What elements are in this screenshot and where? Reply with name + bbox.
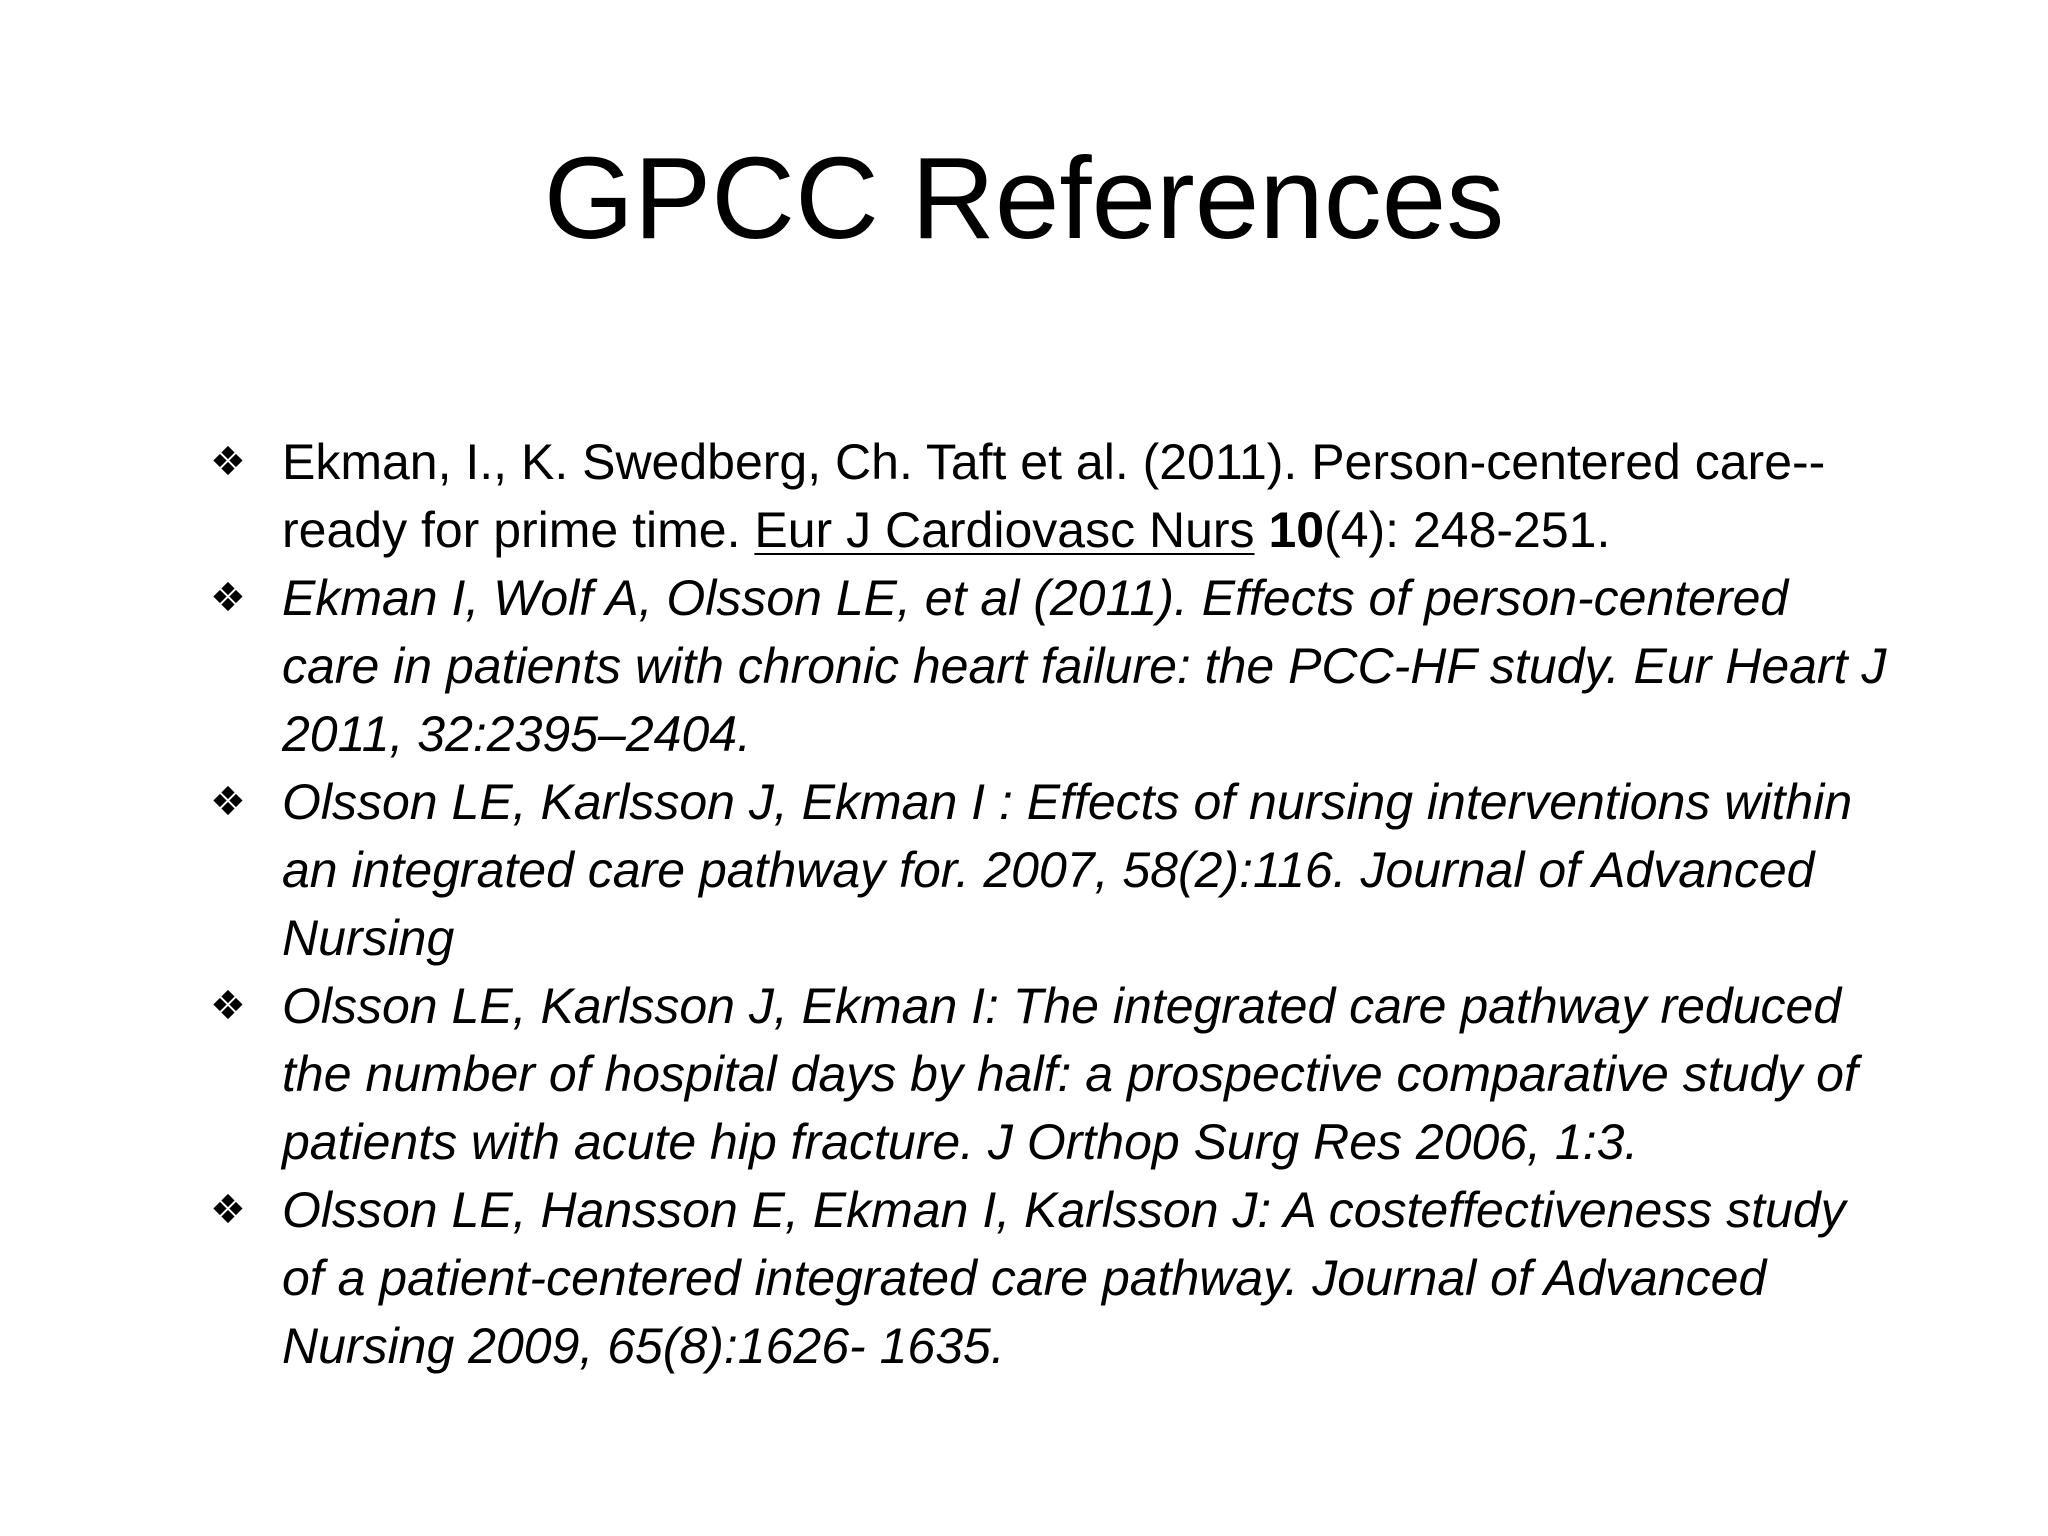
four-diamond-bullet-icon: ❖ — [210, 575, 246, 621]
four-diamond-bullet-icon: ❖ — [210, 779, 246, 825]
reference-1-space — [1255, 502, 1269, 558]
slide-title: GPCC References — [543, 133, 1505, 263]
reference-item-3 — [210, 768, 1890, 972]
reference-1-pages: (4): 248-251. — [1324, 502, 1611, 558]
reference-5-text: Olsson LE, Hansson E, Ekman I, Karlsson J: A costeffectiveness study of a patient-centered integrated care pathway. Journal of Advanced Nursing 2009, 65(8):1626- 1635. — [282, 1182, 1846, 1374]
four-diamond-bullet-icon: ❖ — [210, 1187, 246, 1233]
reference-3-text: Olsson LE, Karlsson J, Ekman I : Effects of nursing interventions within an integrated care pathway for. 2007, 58(2):116. Journal of Advanced Nursing — [282, 774, 1853, 966]
reference-4-text: Olsson LE, Karlsson J, Ekman I: The integrated care pathway reduced the number of hospital days by half: a prospective comparative study of patients with acute hip fracture. J Orthop Surg Res 2006, 1:3. — [282, 978, 1858, 1170]
reference-1-volume: 10 — [1268, 502, 1325, 558]
reference-item-1 — [210, 428, 1890, 564]
reference-item-4 — [210, 972, 1890, 1176]
reference-item-2 — [210, 564, 1890, 768]
reference-2-text: Ekman I, Wolf A, Olsson LE, et al (2011). Effects of person-centered care in patients with chronic heart failure: the PCC-HF study. Eur Heart J 2011, 32:2395–2404. — [282, 570, 1887, 762]
four-diamond-bullet-icon: ❖ — [210, 439, 246, 485]
reference-item-5 — [210, 1176, 1890, 1380]
reference-1-journal: Eur J Cardiovasc Nurs — [754, 502, 1255, 558]
reference-1-text: Ekman, I., K. Swedberg, Ch. Taft et al. (2011). Person-centered care--ready for prime time. — [282, 434, 1826, 558]
four-diamond-bullet-icon: ❖ — [210, 983, 246, 1029]
reference-list — [210, 428, 1890, 1380]
